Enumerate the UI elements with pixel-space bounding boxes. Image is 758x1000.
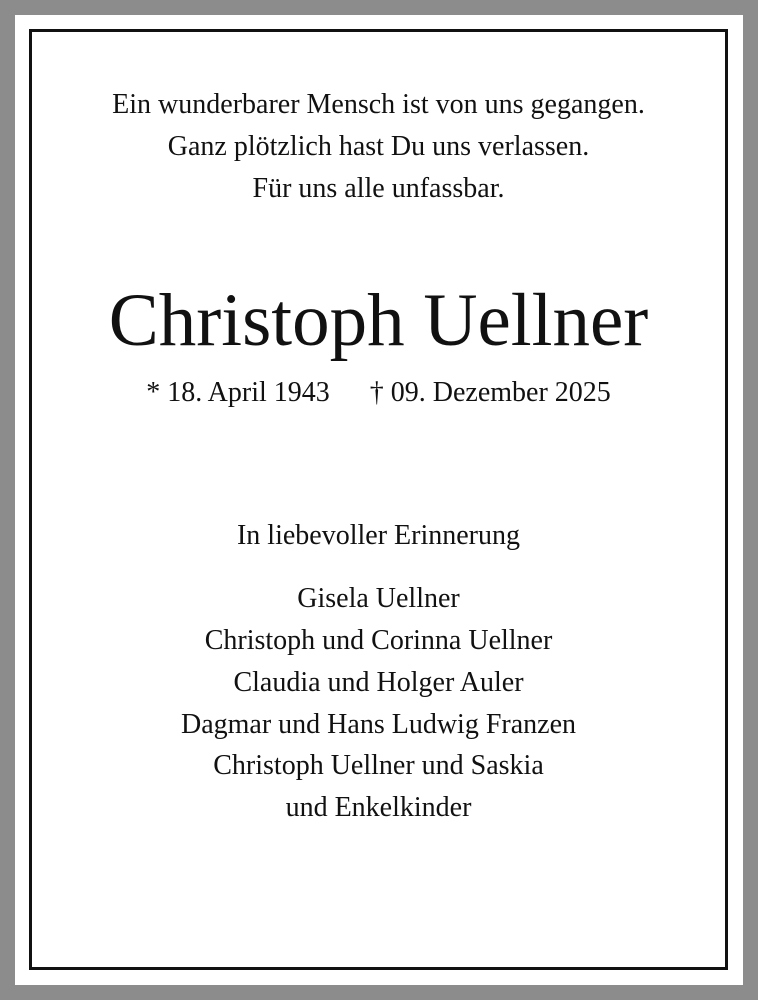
obituary-border-frame <box>29 29 728 970</box>
mourner-6: und Enkelkinder <box>285 792 472 823</box>
obituary-sheet <box>15 15 743 985</box>
life-dates <box>32 379 725 407</box>
mourner-1: Gisela Uellner <box>297 583 460 614</box>
mourner-5: Christoph Uellner und Saskia <box>213 750 544 781</box>
remembrance-heading: In liebevoller Erinnerung <box>236 520 520 551</box>
birth-date: * 18. April 1943 <box>146 377 330 408</box>
mourner-4: Dagmar und Hans Ludwig Franzen <box>180 709 576 740</box>
mourner-3: Claudia und Holger Auler <box>233 667 524 698</box>
deceased-name: Christoph Uellner <box>108 279 649 362</box>
death-date: † 09. Dezember 2025 <box>369 377 611 408</box>
intro-line-1: Ein wunderbarer Mensch ist von uns gegangen. <box>112 89 645 120</box>
mourner-2: Christoph und Corinna Uellner <box>204 625 553 656</box>
intro-line-3: Für uns alle unfassbar. <box>252 173 505 204</box>
intro-line-2: Ganz plötzlich hast Du uns verlassen. <box>167 131 590 162</box>
